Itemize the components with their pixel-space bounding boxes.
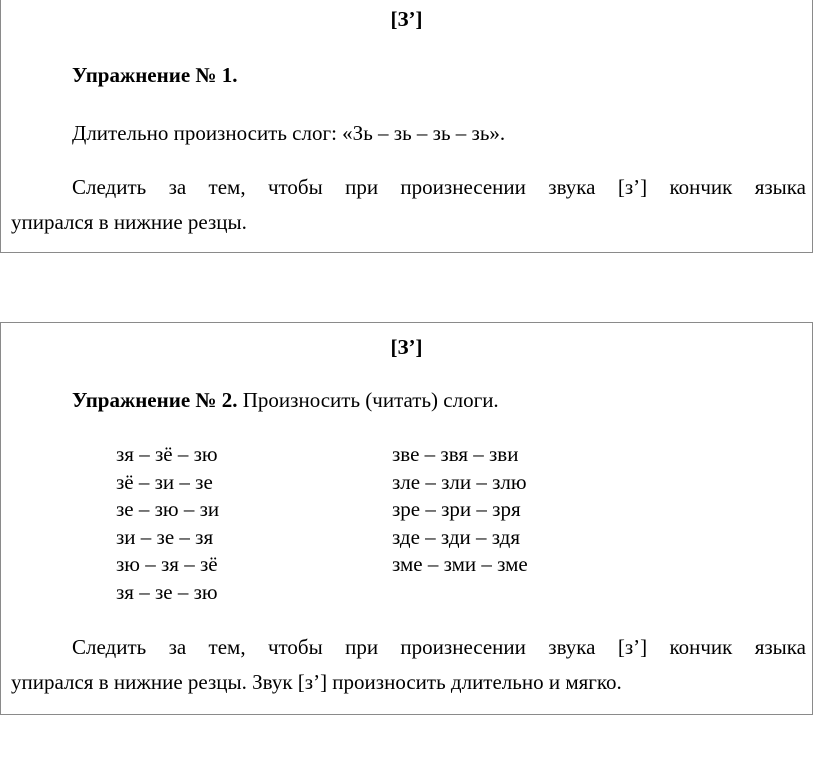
syllable-row: зве – звя – зви (392, 442, 519, 466)
exercise-title-label: Упражнение № 2. (72, 388, 238, 412)
syllable-row: зе – зю – зи (116, 497, 220, 522)
exercise-title (72, 62, 238, 88)
syllable-row: зя – зе – зю (116, 579, 218, 604)
exercise-note (11, 170, 806, 240)
exercise-note-line-1: Следить за тем, чтобы при произнесении звука [з’] кончик языка (72, 175, 806, 199)
syllable-row: зде – зди – здя (392, 524, 521, 549)
syllable-row: зя – зё – зю (116, 442, 218, 466)
card-heading: [З’] (390, 335, 423, 359)
exercise-title-label: Упражнение № 1. (72, 63, 238, 87)
syllable-column-right (392, 441, 528, 579)
exercise-note-line-1: Следить за тем, чтобы при произнесении звука [з’] кончик языка (72, 635, 806, 659)
syllable-row: зи – зе – зя (116, 524, 214, 549)
exercise-instruction: Длительно произносить слог: «Зь – зь – зь – зь». (72, 121, 506, 145)
exercise-note (11, 630, 806, 700)
exercise-note-line-2: упирался в нижние резцы. Звук [з’] произносить длительно и мягко. (11, 670, 622, 694)
syllable-row: зю – зя – зё (116, 552, 218, 577)
syllable-row: зре – зри – зря (392, 497, 521, 522)
exercise-note-line-2: упирался в нижние резцы. (11, 210, 247, 234)
card-heading: [З’] (390, 7, 423, 31)
syllable-row: зме – зми – зме (392, 552, 528, 577)
exercise-card-1 (0, 0, 813, 253)
syllable-row: зё – зи – зе (116, 469, 213, 494)
exercise-title (72, 387, 499, 413)
syllable-column-left (116, 441, 219, 607)
exercise-card-2 (0, 322, 813, 715)
syllable-row: зле – зли – злю (392, 469, 527, 494)
exercise-task: Произносить (читать) слоги. (237, 388, 499, 412)
